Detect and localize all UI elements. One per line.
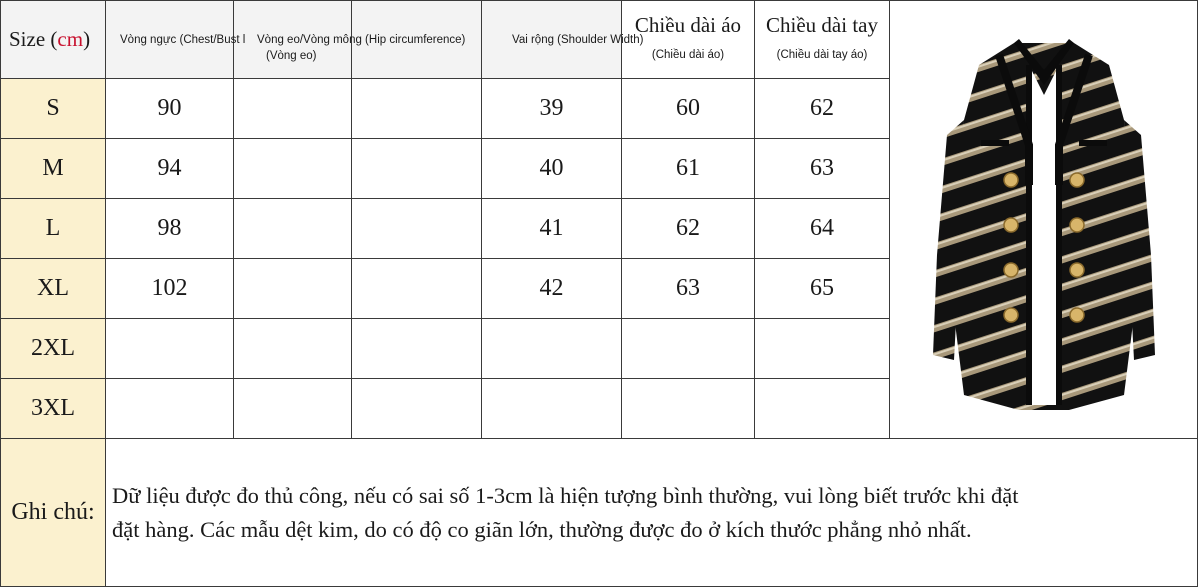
sleeve-value	[755, 319, 890, 379]
chest-value	[106, 379, 234, 439]
waist-header-sub: (Vòng eo)	[266, 50, 317, 62]
size-header-unit: cm	[57, 27, 84, 51]
shoulder-value: 42	[482, 259, 622, 319]
size-cell: 3XL	[1, 379, 106, 439]
shoulder-value: 39	[482, 79, 622, 139]
size-cell: XL	[1, 259, 106, 319]
hip-value	[352, 199, 482, 259]
size-column-header	[1, 1, 106, 79]
chest-value: 90	[106, 79, 234, 139]
hip-value	[352, 379, 482, 439]
waist-value	[234, 319, 352, 379]
shoulder-header: Vai rộng (Shoulder Width)	[512, 34, 644, 46]
size-header-close: )	[83, 27, 91, 51]
length-header-title: Chiều dài áo	[634, 12, 742, 37]
sleeve-value: 64	[755, 199, 890, 259]
length-header-sub: (Chiều dài áo)	[651, 48, 725, 61]
length-value: 63	[622, 259, 755, 319]
size-header-label: Size (	[9, 27, 58, 51]
size-cell: L	[1, 199, 106, 259]
length-value	[622, 319, 755, 379]
hip-value	[352, 259, 482, 319]
sleeve-header-sub: (Chiều dài tay áo)	[776, 48, 868, 61]
waist-value	[234, 79, 352, 139]
chest-value: 102	[106, 259, 234, 319]
sleeve-value: 65	[755, 259, 890, 319]
size-cell: M	[1, 139, 106, 199]
chest-value: 94	[106, 139, 234, 199]
length-value: 62	[622, 199, 755, 259]
length-value: 60	[622, 79, 755, 139]
sleeve-value: 62	[755, 79, 890, 139]
sleeve-value	[755, 379, 890, 439]
sleeve-value: 63	[755, 139, 890, 199]
waist-value	[234, 379, 352, 439]
waist-hip-header: Vòng eo/Vòng mông (Hip circumference)	[257, 34, 466, 46]
size-cell: S	[1, 79, 106, 139]
shoulder-value: 41	[482, 199, 622, 259]
chest-value	[106, 319, 234, 379]
hip-value	[352, 79, 482, 139]
shoulder-value	[482, 319, 622, 379]
product-photo-cell	[890, 1, 1198, 439]
jacket-photo-icon	[919, 25, 1169, 415]
hip-value	[352, 139, 482, 199]
sleeve-header-title: Chiều dài tay	[766, 12, 878, 37]
shoulder-value	[482, 379, 622, 439]
length-value: 61	[622, 139, 755, 199]
waist-value	[234, 139, 352, 199]
note-text	[106, 439, 1198, 587]
chest-value: 98	[106, 199, 234, 259]
waist-value	[234, 199, 352, 259]
note-line-1: Dữ liệu được đo thủ công, nếu có sai số 1-3cm là hiện tượng bình thường, vui lòng biết trước khi đặt	[112, 482, 1019, 508]
waist-value	[234, 259, 352, 319]
sleeve-header	[755, 1, 890, 79]
size-cell: 2XL	[1, 319, 106, 379]
hip-value	[352, 319, 482, 379]
note-label: Ghi chú:	[1, 439, 106, 587]
note-row	[1, 439, 1198, 587]
chest-header: Vòng ngực (Chest/Bust l	[120, 34, 246, 46]
note-line-2: đặt hàng. Các mẫu dệt kim, do có độ co giãn lớn, thường được đo ở kích thước phẳng nhỏ nhất.	[112, 516, 972, 542]
length-value	[622, 379, 755, 439]
shoulder-value: 40	[482, 139, 622, 199]
